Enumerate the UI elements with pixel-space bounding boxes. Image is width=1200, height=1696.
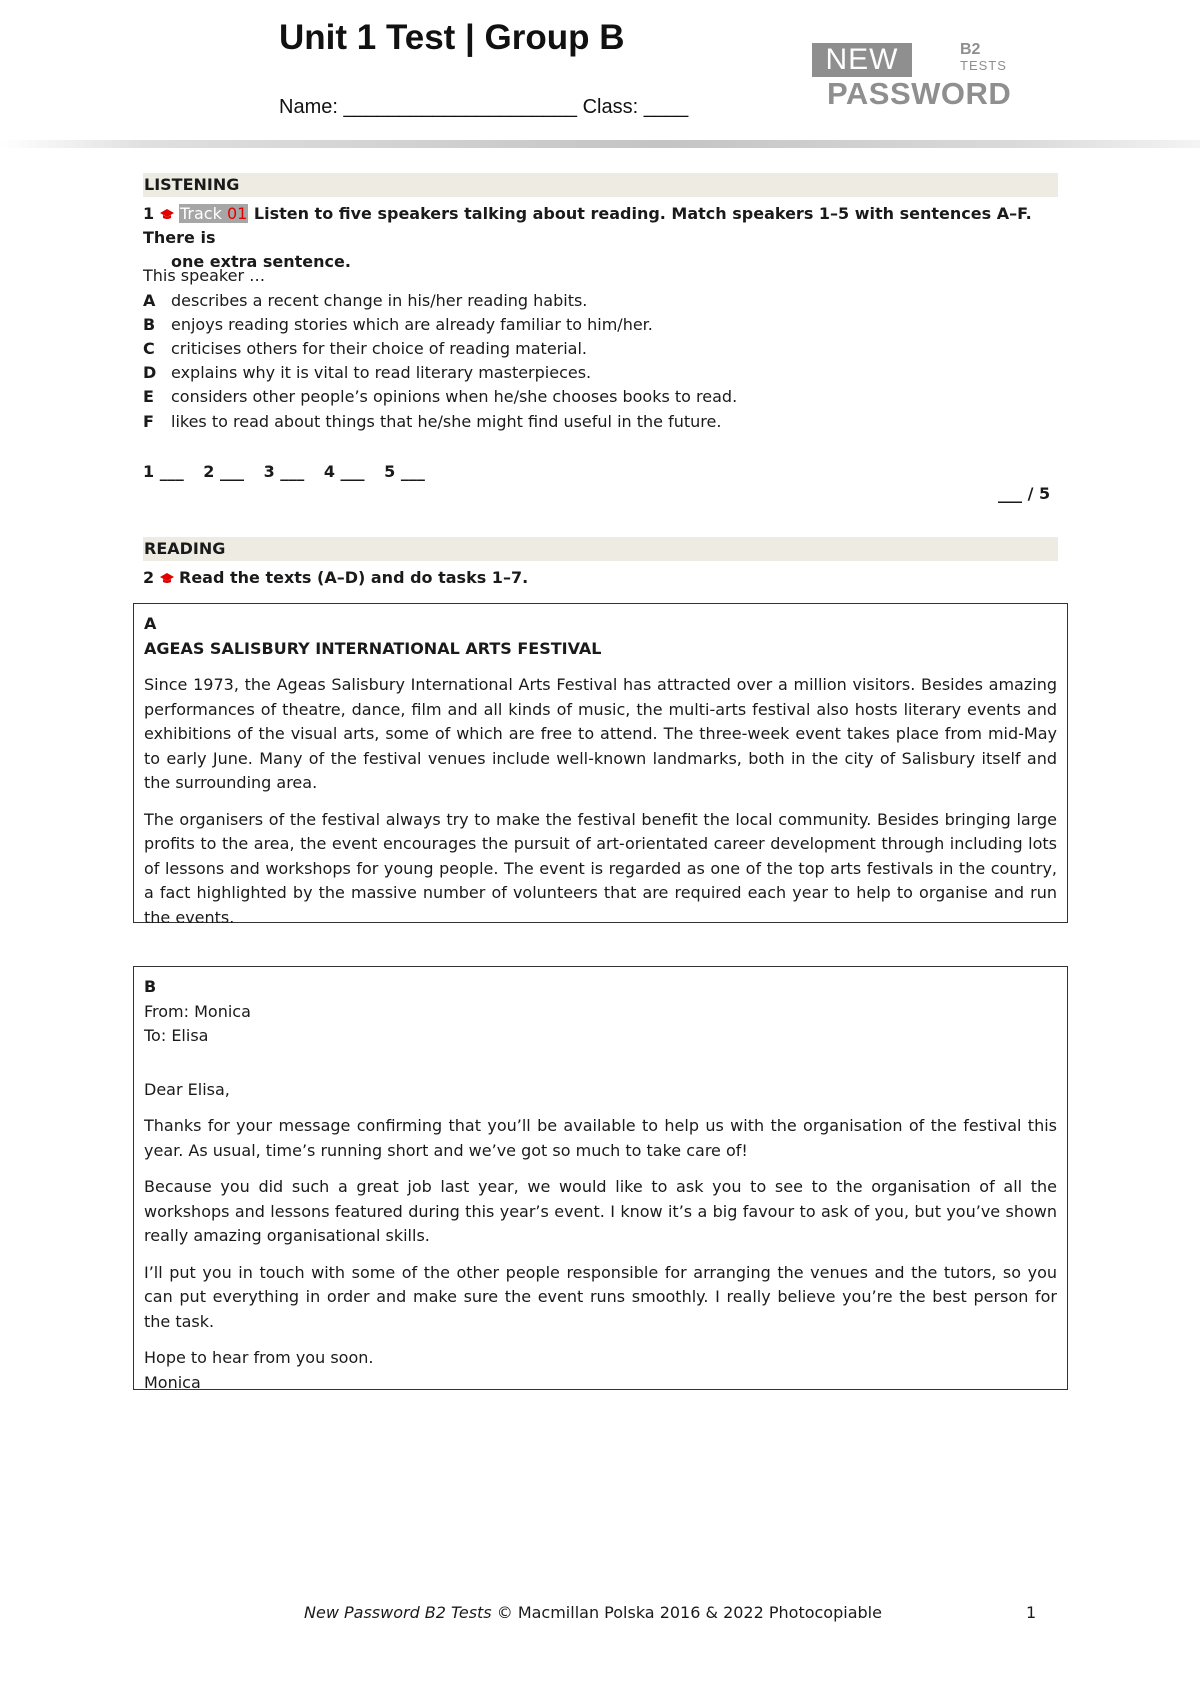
- logo-brand: PASSWORD: [827, 76, 1012, 111]
- text-a-title: AGEAS SALISBURY INTERNATIONAL ARTS FESTIVAL: [144, 638, 602, 658]
- option-a: [143, 289, 587, 313]
- option-b: [143, 313, 653, 337]
- text-a-letter: A: [144, 614, 157, 633]
- option-f: [143, 410, 721, 434]
- reading-instruction-text: Read the texts (A–D) and do tasks 1–7.: [179, 568, 529, 587]
- text-a-paragraph-2: The organisers of the festival always try to make the festival benefit the local community. Besides bringing large profits to the area, the event encourages the pursuit of art-orientated career development through including lots of lessons and workshops for young people. The event is regarded as one of the top arts festivals in the country, a fact highlighted by the massive number of volunteers that are required each year to help to organise and run the events.: [144, 809, 1057, 927]
- answer-blank[interactable]: 4 ___: [323, 462, 365, 481]
- option-letter: B: [143, 315, 156, 334]
- logo-tests: TESTS: [960, 58, 1007, 73]
- logo-level: B2: [960, 41, 981, 58]
- text-b-box: [133, 966, 1068, 1390]
- page-number: 1: [1026, 1603, 1037, 1622]
- option-text: likes to read about things that he/she might find useful in the future.: [171, 412, 722, 431]
- option-e: [143, 385, 737, 409]
- option-letter: E: [143, 387, 154, 406]
- logo-new: NEW: [812, 43, 912, 77]
- listening-instruction: [143, 202, 1058, 274]
- answer-blanks: [143, 460, 439, 484]
- option-text: considers other people’s opinions when he/she chooses books to read.: [171, 387, 738, 406]
- email-signature: Monica: [144, 1372, 201, 1392]
- text-b-letter: B: [144, 977, 157, 996]
- listening-heading: LISTENING: [143, 173, 1058, 197]
- reading-instruction: [143, 566, 1058, 590]
- email-paragraph-3: I’ll put you in touch with some of the other people responsible for arranging the venues and the tutors, so you can put everything in order and make sure the event runs smoothly. I really believe you’re the best person for the task.: [144, 1262, 1057, 1331]
- instruction-line2: one extra sentence.: [171, 252, 351, 271]
- option-text: enjoys reading stories which are already familiar to him/her.: [171, 315, 653, 334]
- track-number: 01: [226, 204, 248, 223]
- answer-blank[interactable]: 5 ___: [384, 462, 425, 481]
- email-paragraph-2: Because you did such a great job last year, we would like to ask you to see to the organisation of all the workshops and lessons featured during this year’s event. I know it’s a big favour to ask of you, but you’ve shown really amazing organisational skills.: [144, 1177, 1057, 1245]
- email-paragraph-1: Thanks for your message confirming that you’ll be available to help us with the organisation of the festival this year. As usual, time’s running short and we’ve got so much to take care of!: [144, 1116, 1057, 1160]
- email-greeting: Dear Elisa,: [144, 1079, 230, 1099]
- new-password-logo: [812, 40, 1012, 110]
- answer-blank[interactable]: 3 ___: [263, 462, 305, 481]
- option-text: criticises others for their choice of reading material.: [171, 339, 588, 358]
- track-label: Track: [180, 204, 227, 223]
- footer-copyright: [304, 1601, 882, 1625]
- email-from: From: Monica: [144, 1001, 251, 1021]
- option-letter: F: [143, 412, 154, 431]
- exercise-number: 1: [143, 204, 155, 223]
- option-letter: C: [143, 339, 155, 358]
- reading-heading: READING: [143, 537, 1058, 561]
- text-a-paragraph-1: Since 1973, the Ageas Salisbury International Arts Festival has attracted over a million visitors. Besides amazing performances of theatre, dance, film and all kinds of music, the multi-arts festival also hosts literary events and exhibitions of the visual arts, some of which are free to attend. The three-week event takes place from mid-May to early June. Many of the festival venues include well-known landmarks, both in the city of Salisbury itself and the surrounding area.: [144, 675, 1057, 792]
- exercise-number: 2: [143, 568, 155, 587]
- footer-book-title: New Password B2 Tests: [304, 1603, 492, 1622]
- page-title: Unit 1 Test | Group B: [279, 18, 625, 57]
- speaker-intro: This speaker …: [143, 266, 266, 285]
- text-a-box: [133, 603, 1068, 927]
- option-d: [143, 361, 591, 385]
- option-text: explains why it is vital to read literary masterpieces.: [171, 363, 592, 382]
- answer-blank[interactable]: 2 ___: [203, 462, 244, 481]
- option-letter: D: [143, 363, 157, 382]
- email-to: To: Elisa: [144, 1026, 209, 1045]
- answer-blank[interactable]: 1 ___: [143, 462, 184, 481]
- instruction-line1: Listen to five speakers talking about reading. Match speakers 1–5 with sentences A–F. There is: [143, 204, 1032, 247]
- track-badge[interactable]: [179, 204, 248, 223]
- mortarboard-icon: [160, 573, 174, 584]
- listening-score[interactable]: ___ / 5: [998, 484, 1051, 503]
- email-closing: Hope to hear from you soon.: [144, 1348, 374, 1367]
- header-divider: [0, 140, 1200, 148]
- mortarboard-icon: [160, 209, 174, 220]
- option-letter: A: [143, 291, 156, 310]
- option-c: [143, 337, 587, 361]
- name-class-line: Name: _____________________ Class: ____: [279, 96, 689, 118]
- footer-copyright-text: © Macmillan Polska 2016 & 2022 Photocopiable: [491, 1603, 882, 1622]
- option-text: describes a recent change in his/her reading habits.: [171, 291, 588, 310]
